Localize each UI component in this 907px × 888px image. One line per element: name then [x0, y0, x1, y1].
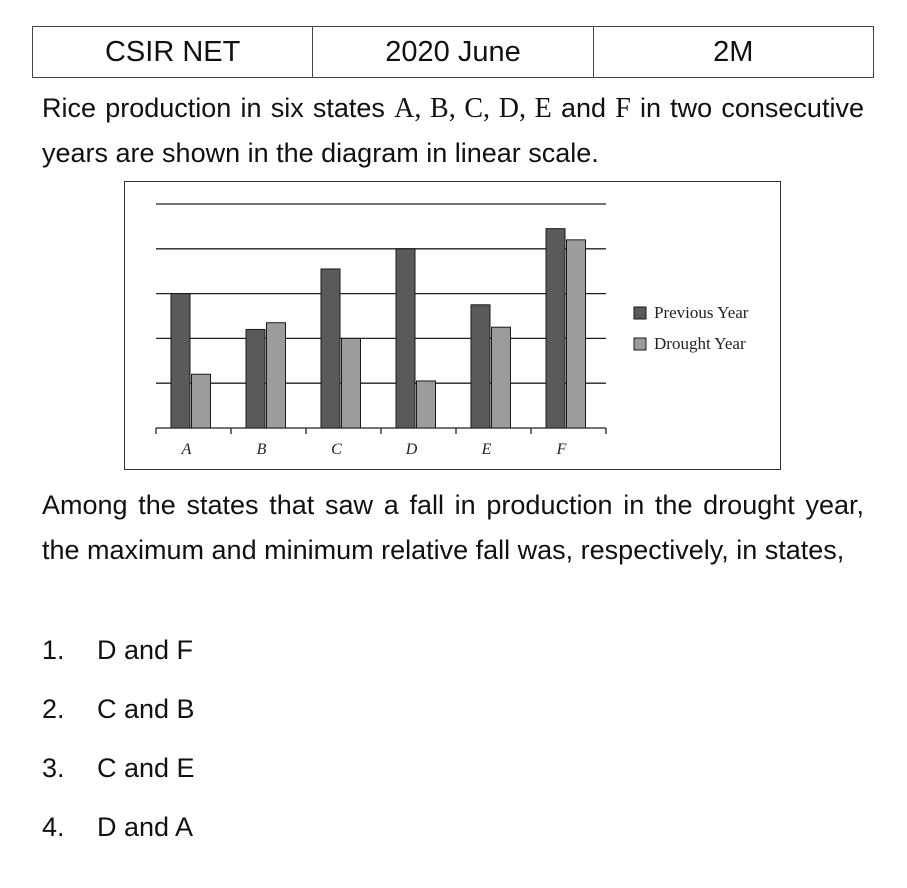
option-text: D and A	[97, 812, 194, 842]
option-number: 1.	[42, 635, 65, 665]
question-marks: 2M	[593, 27, 873, 78]
bar-d-drought-year	[417, 381, 436, 428]
bar-b-drought-year	[267, 323, 286, 428]
bar-d-previous-year	[396, 249, 415, 428]
option-3[interactable]	[42, 748, 195, 788]
x-tick-label: D	[405, 441, 418, 458]
rice-production-chart	[124, 181, 781, 470]
x-tick-label: B	[256, 441, 267, 458]
exam-name: CSIR NET	[33, 27, 313, 78]
exam-session: 2020 June	[313, 27, 593, 78]
legend-swatch	[634, 338, 646, 350]
question-header-table	[32, 26, 874, 78]
x-tick-label: A	[181, 441, 192, 458]
bar-f-drought-year	[567, 240, 586, 428]
bar-c-previous-year	[321, 269, 340, 428]
option-2[interactable]	[42, 689, 195, 729]
option-1[interactable]	[42, 630, 193, 670]
legend-label: Previous Year	[654, 303, 749, 322]
option-number: 3.	[42, 753, 65, 783]
chart-svg	[125, 182, 782, 471]
bar-e-previous-year	[471, 305, 490, 428]
x-tick-label: F	[556, 441, 567, 458]
intro-lead: Rice production in six states	[42, 93, 395, 123]
legend-label: Drought Year	[654, 334, 746, 353]
bar-c-drought-year	[342, 338, 361, 428]
intro-and: and	[551, 93, 616, 123]
x-tick-label: E	[481, 441, 492, 458]
option-4[interactable]	[42, 807, 193, 847]
intro-states: A, B, C, D, E	[394, 93, 552, 124]
option-text: D and F	[97, 635, 194, 665]
bar-f-previous-year	[546, 229, 565, 428]
x-tick-label: C	[331, 441, 342, 458]
option-number: 2.	[42, 694, 65, 724]
legend-swatch	[634, 307, 646, 319]
option-text: C and E	[97, 753, 195, 783]
question-text: Among the states that saw a fall in production in the drought year, the maximum and minimum relative fall was, respectively, in states,	[42, 490, 864, 565]
option-number: 4.	[42, 812, 65, 842]
bar-e-drought-year	[492, 327, 511, 428]
question-intro	[42, 86, 864, 176]
option-text: C and B	[97, 694, 195, 724]
intro-last-state: F	[615, 93, 631, 124]
bar-a-previous-year	[171, 294, 190, 428]
bar-b-previous-year	[246, 329, 265, 428]
bar-a-drought-year	[192, 374, 211, 428]
intro-tail: in two consecutive years are shown in the diagram in linear scale.	[42, 93, 864, 168]
